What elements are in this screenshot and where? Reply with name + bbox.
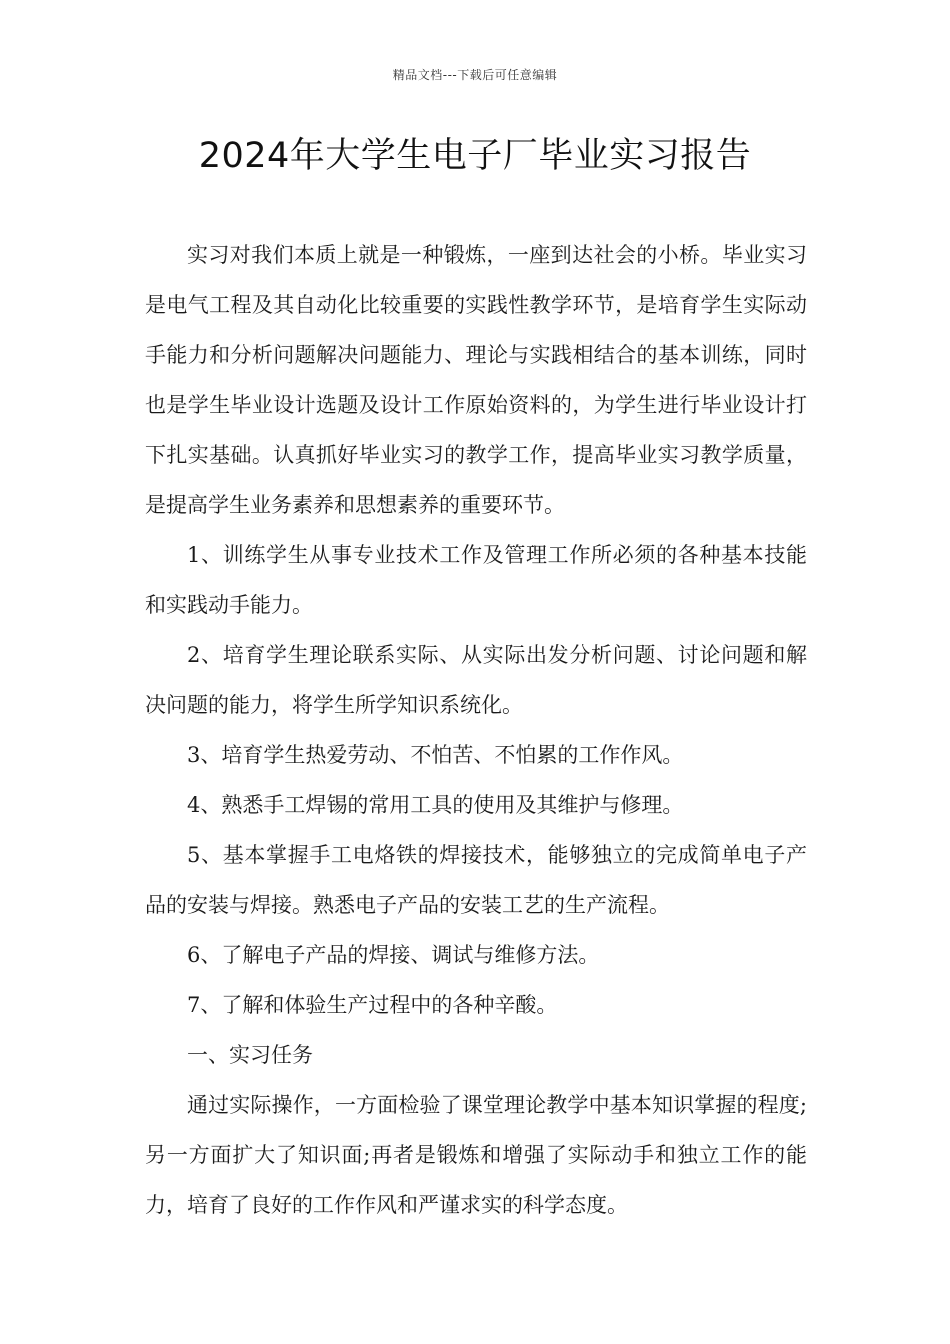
document-body	[145, 230, 807, 1230]
paragraph-item-3: 3、培育学生热爱劳动、不怕苦、不怕累的工作作风。	[187, 743, 684, 767]
header-note: 精品文档---下载后可任意编辑	[392, 68, 558, 82]
paragraph-item-6: 6、了解电子产品的焊接、调试与维修方法。	[187, 943, 600, 967]
paragraph-item-4: 4、熟悉手工焊锡的常用工具的使用及其维护与修理。	[187, 793, 684, 817]
paragraph-item-5: 5、基本掌握手工电烙铁的焊接技术，能够独立的完成简单电子产品的安装与焊接。熟悉电子产品的安装工艺的生产流程。	[145, 843, 807, 917]
document-title: 2024年大学生电子厂毕业实习报告	[198, 136, 752, 176]
paragraph-item-1: 1、训练学生从事专业技术工作及管理工作所必须的各种基本技能和实践动手能力。	[145, 543, 807, 617]
paragraph-tasks: 通过实际操作，一方面检验了课堂理论教学中基本知识掌握的程度;另一方面扩大了知识面;再者是锻炼和增强了实际动手和独立工作的能力，培育了良好的工作作风和严谨求实的科学态度。	[145, 1093, 807, 1217]
paragraph-item-7: 7、了解和体验生产过程中的各种辛酸。	[187, 993, 558, 1017]
paragraph-intro: 实习对我们本质上就是一种锻炼，一座到达社会的小桥。毕业实习是电气工程及其自动化比较重要的实践性教学环节，是培育学生实际动手能力和分析问题解决问题能力、理论与实践相结合的基本训练，同时也是学生毕业设计选题及设计工作原始资料的，为学生进行毕业设计打下扎实基础。认真抓好毕业实习的教学工作，提高毕业实习教学质量，是提高学生业务素养和思想素养的重要环节。	[145, 243, 807, 517]
paragraph-item-2: 2、培育学生理论联系实际、从实际出发分析问题、讨论问题和解决问题的能力，将学生所学知识系统化。	[145, 643, 807, 717]
section-heading-tasks: 一、实习任务	[187, 1043, 313, 1067]
